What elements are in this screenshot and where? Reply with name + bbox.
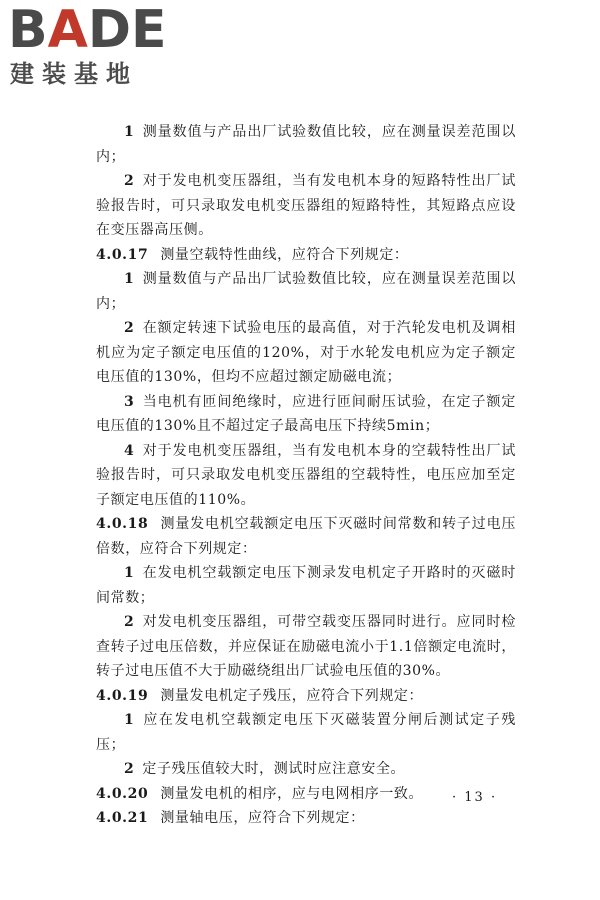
clause-paragraph — [96, 512, 516, 561]
paragraph-text: 对于发电机变压器组，当有发电机本身的空载特性出厂试验报告时，可只录取发电机变压器组的空载特性，电压应加至定子额定电压值的110%。 — [96, 442, 516, 508]
document-body — [96, 120, 516, 831]
item-number: 2 — [124, 173, 135, 189]
clause-number: 4.0.20 — [96, 785, 149, 802]
paragraph-text: 定子残压值较大时，测试时应注意安全。 — [142, 761, 406, 777]
list-item — [96, 439, 516, 513]
logo-wordmark: BADE — [8, 0, 167, 60]
item-number: 3 — [124, 393, 135, 410]
clause-paragraph — [96, 243, 516, 268]
list-item — [96, 757, 516, 782]
paragraph-text: 测量数值与产品出厂试验数值比较，应在测量误差范围以内； — [96, 124, 516, 165]
paragraph-text: 测量发电机的相序，应与电网相序一致。 — [160, 785, 424, 802]
item-number: 1 — [124, 271, 135, 287]
paragraph-text: 在发电机空载额定电压下测录发电机定子开路时的灭磁时间常数； — [96, 565, 516, 606]
list-item — [96, 169, 516, 243]
clause-number: 4.0.19 — [96, 687, 149, 704]
paragraph-text: 在额定转速下试验电压的最高值，对于汽轮发电机及调相机应为定子额定电压值的120%，对于水轮发电机应为定子额定电压值的130%，但均不应超过额定励磁电流； — [96, 320, 516, 385]
list-item — [96, 708, 516, 757]
list-item — [96, 610, 516, 684]
item-number: 2 — [124, 320, 135, 336]
item-number: 1 — [124, 124, 135, 140]
paragraph-text: 测量轴电压，应符合下列规定： — [160, 810, 365, 826]
clause-number: 4.0.21 — [96, 810, 149, 826]
paragraph-text: 测量空载特性曲线，应符合下列规定： — [160, 246, 409, 263]
page-number: · 13 · — [452, 790, 498, 805]
paragraph-text: 当电机有匝间绝缘时，应进行匝间耐压试验，在定子额定电压值的130%且不超过定子最高电压下持续5min； — [96, 393, 516, 434]
paragraph-text: 对发电机变压器组，可带空载变压器同时进行。应同时检查转子过电压倍数，并应保证在励磁电流小于1.1倍额定电流时，转子过电压值不大于励磁绕组出厂试验电压值的30%。 — [96, 614, 516, 679]
clause-paragraph — [96, 684, 516, 709]
paragraph-text: 测量发电机空载额定电压下灭磁时间常数和转子过电压倍数，应符合下列规定： — [96, 516, 516, 557]
list-item — [96, 120, 516, 169]
logo-chinese-text: 建装基地 — [10, 60, 138, 88]
list-item — [96, 267, 516, 316]
item-number: 1 — [124, 712, 135, 728]
logo — [8, 2, 178, 92]
list-item — [96, 390, 516, 439]
item-number: 2 — [124, 614, 135, 630]
logo-accent-letter: A — [47, 0, 88, 60]
paragraph-text: 测量发电机定子残压，应符合下列规定： — [160, 687, 424, 704]
paragraph-text: 对于发电机变压器组，当有发电机本身的短路特性出厂试验报告时，可只录取发电机变压器组的短路特性，其短路点应设在变压器高压侧。 — [96, 173, 516, 238]
paragraph-text: 应在发电机空载额定电压下灭磁装置分闸后测试定子残压； — [96, 712, 516, 753]
item-number: 2 — [124, 761, 135, 777]
clause-number: 4.0.17 — [96, 246, 149, 263]
item-number: 1 — [124, 565, 135, 581]
list-item — [96, 561, 516, 610]
paragraph-text: 测量数值与产品出厂试验数值比较，应在测量误差范围以内； — [96, 271, 516, 312]
clause-number: 4.0.18 — [96, 516, 149, 532]
item-number: 4 — [124, 442, 135, 459]
list-item — [96, 316, 516, 390]
clause-paragraph — [96, 806, 516, 831]
